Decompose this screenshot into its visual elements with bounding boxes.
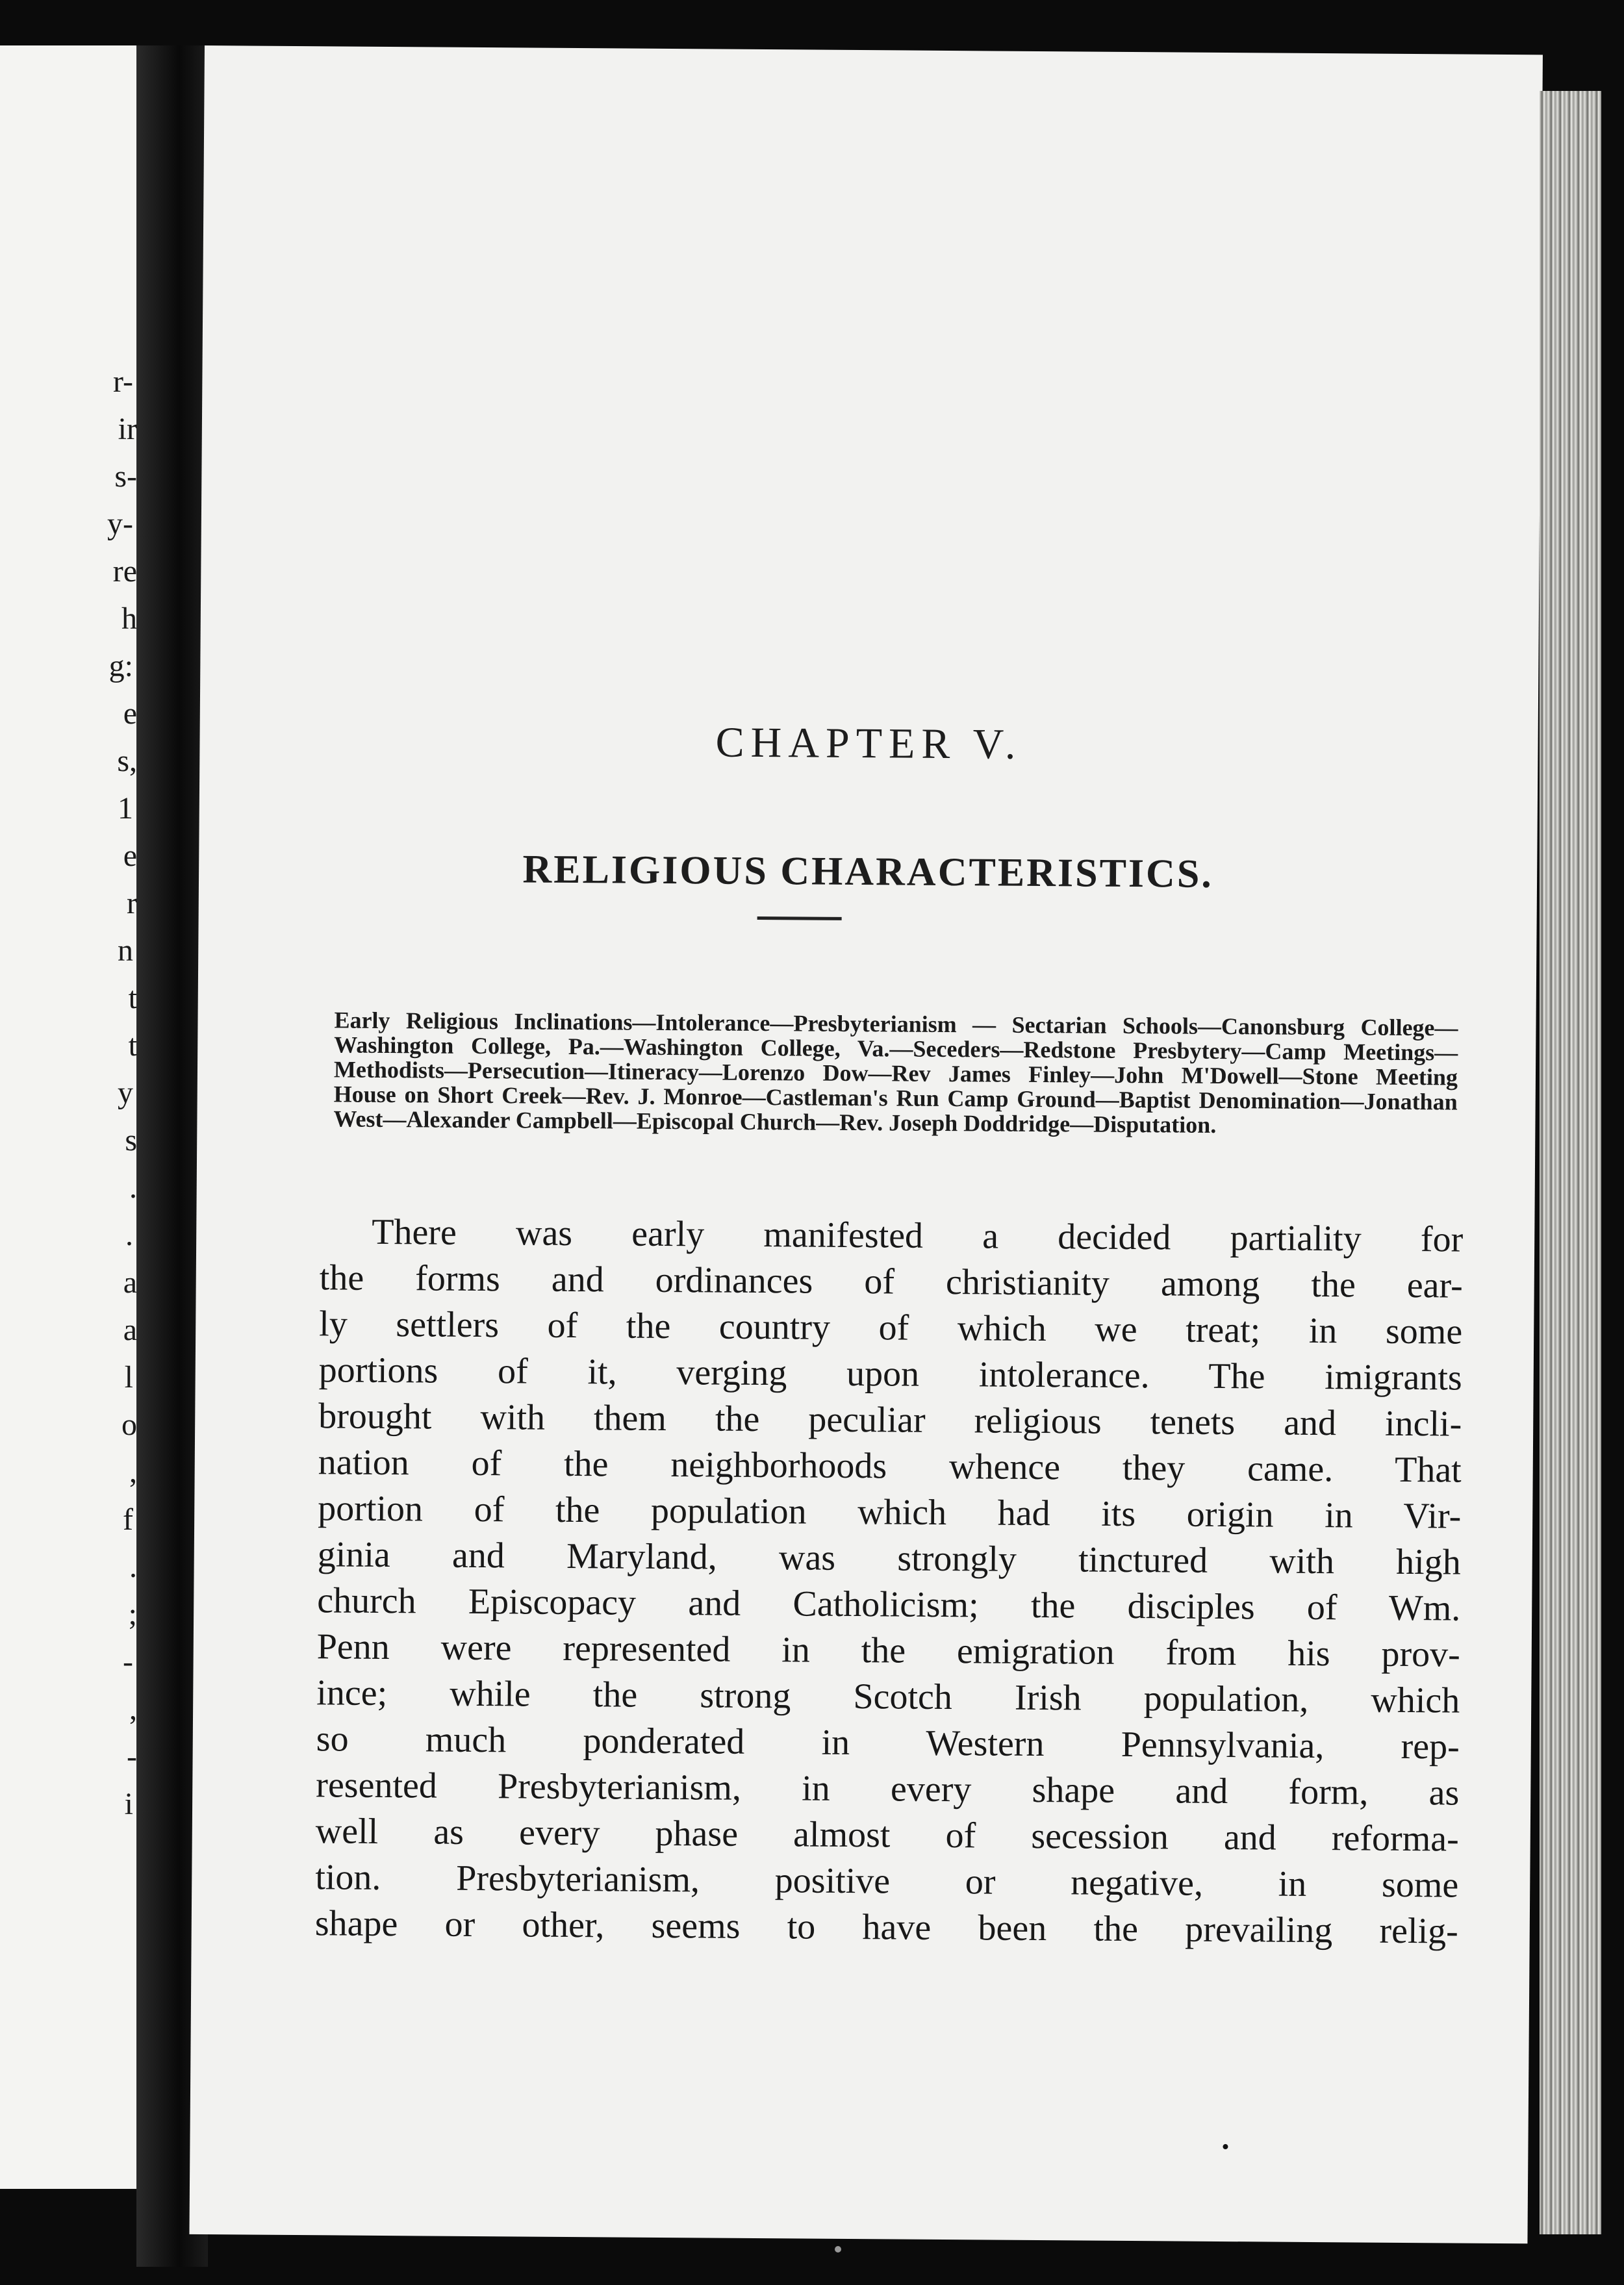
- body-line: brought with them the peculiar religious tenets and incli-: [318, 1396, 1462, 1445]
- facing-page-fragment: g:: [108, 649, 133, 683]
- body-line: the forms and ordinances of christianity among the ear-: [319, 1257, 1463, 1306]
- facing-page-fragment: s-: [114, 459, 137, 494]
- book-page: [189, 45, 1542, 2243]
- facing-page-fragment: ir: [118, 412, 137, 446]
- body-line: ince; while the strong Scotch Irish population, which: [316, 1673, 1460, 1721]
- facing-page-fragment: s,: [117, 744, 137, 778]
- chapter-number: CHAPTER V.: [715, 718, 1022, 768]
- title-rule-divider: [757, 916, 842, 920]
- body-line: portions of it, verging upon intolerance. The imigrants: [318, 1350, 1462, 1398]
- body-line: well as every phase almost of secession and reforma-: [315, 1811, 1459, 1860]
- chapter-title: RELIGIOUS CHARACTERISTICS.: [522, 847, 1214, 896]
- facing-page-fragment: ,: [129, 1455, 137, 1489]
- facing-page-fragment: i: [124, 1787, 133, 1821]
- facing-page-fragment: r: [127, 886, 137, 920]
- facing-page-fragment: s: [125, 1123, 137, 1157]
- body-line: portion of the population which had its origin in Vir-: [318, 1488, 1462, 1537]
- paper-speck: [1223, 2144, 1228, 2149]
- body-line: Penn were represented in the emigration from his prov-: [316, 1626, 1460, 1675]
- facing-page-fragment: r-: [112, 364, 133, 399]
- facing-page-fragment: re: [112, 554, 137, 588]
- facing-page-fragment: a: [123, 1265, 137, 1300]
- facing-page-fragment: n: [118, 933, 133, 968]
- facing-page-fragment: f: [123, 1502, 133, 1537]
- facing-page-fragment: y-: [107, 507, 133, 541]
- scan-speck: [835, 2246, 841, 2253]
- facing-page-fragment: e: [123, 696, 137, 731]
- facing-page-fragment: h: [121, 601, 137, 636]
- page-stack-edge: [1540, 91, 1601, 2234]
- facing-page-fragment: t: [128, 981, 137, 1015]
- facing-page-fragment: ,: [129, 1692, 137, 1726]
- facing-page-fragment: l: [124, 1360, 133, 1395]
- body-line: tion. Presbyterianism, positive or negative, in some: [315, 1857, 1459, 1906]
- body-line: church Episcopacy and Catholicism; the disciples of Wm.: [317, 1580, 1461, 1629]
- body-line: nation of the neighborhoods whence they came. That: [318, 1442, 1462, 1491]
- body-line: There was early manifested a decided partiality for: [372, 1211, 1464, 1260]
- facing-page-fragment: ;: [128, 1597, 137, 1632]
- facing-page-fragment: .: [125, 1218, 133, 1252]
- body-line: ginia and Maryland, was strongly tinctured with high: [317, 1534, 1461, 1583]
- facing-page-fragment: -: [123, 1645, 133, 1679]
- facing-page-fragment: a: [123, 1313, 137, 1347]
- facing-page-fragment: .: [129, 1170, 137, 1205]
- facing-page-fragment: -: [127, 1739, 137, 1774]
- facing-page-fragment: t: [128, 1028, 137, 1063]
- body-line: shape or other, seems to have been the prevailing relig-: [314, 1903, 1458, 1952]
- body-line: resented Presbyterianism, in every shape and form, as: [316, 1765, 1460, 1813]
- body-line: ly settlers of the country of which we treat; in some: [319, 1304, 1463, 1352]
- body-text: [315, 1209, 1464, 1954]
- facing-page-fragment: o: [121, 1408, 137, 1442]
- facing-page-fragment: e: [123, 839, 137, 873]
- body-line: so much ponderated in Western Pennsylvania, rep-: [316, 1719, 1460, 1767]
- facing-page-fragment: 1: [118, 791, 133, 826]
- chapter-synopsis: Early Religious Inclinations—Intolerance—Presbyterianism — Sectarian Schools—Canonsburg College—Washington College, Pa.—Washington College, Va.—Seceders—Redstone Presbytery—Camp Meetings—Methodists—Persecution—Itineracy—Lorenzo Dow—Rev James Finley—John M'Dowell—Stone Meeting House on Short Creek—Rev. J. Monroe—Castleman's Run Camp Ground—Baptist Denomination—Jonathan West—Alexander Campbell—Episcopal Church—Rev. Joseph Doddridge—Disputation.: [333, 1007, 1458, 1138]
- facing-page-fragment: y: [118, 1076, 133, 1110]
- bleed-through-text: [352, 320, 382, 354]
- facing-page-fragment: .: [129, 1550, 137, 1584]
